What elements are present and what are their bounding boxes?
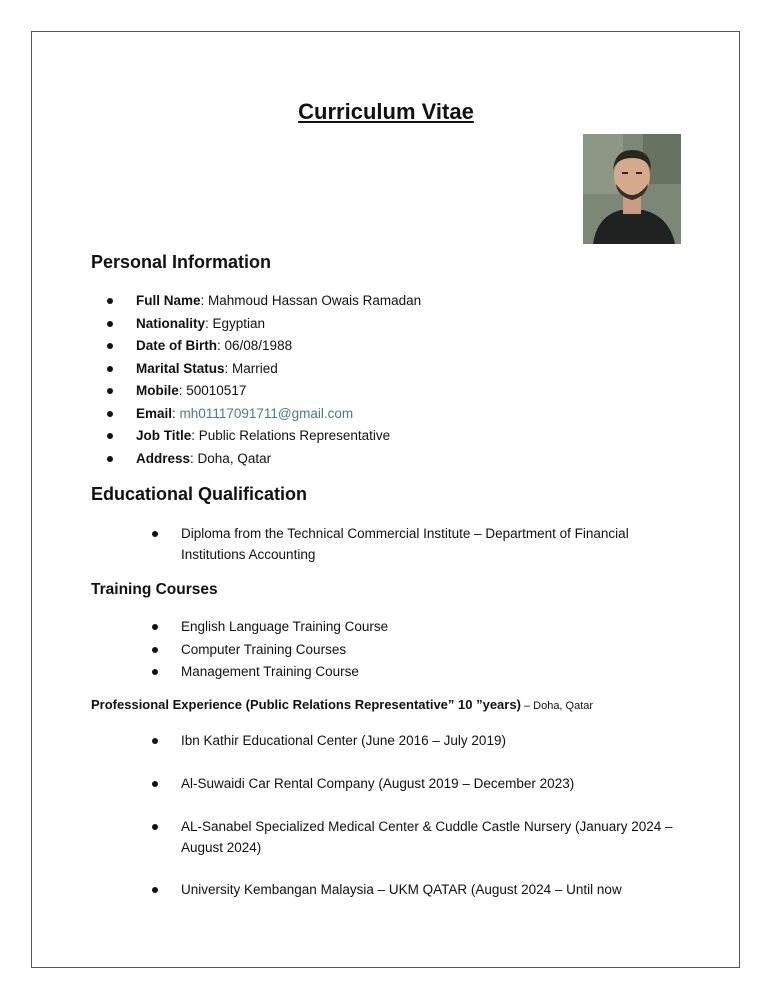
- list-item: University Kembangan Malaysia – UKM QATAR (August 2024 – Until now: [181, 879, 681, 902]
- list-item: Nationality: Egyptian: [136, 313, 421, 336]
- email-link[interactable]: mh01117091711@gmail.com: [179, 405, 354, 421]
- list-item: Date of Birth: 06/08/1988: [136, 335, 421, 358]
- list-item: Management Training Course: [181, 661, 388, 684]
- field-label: Marital Status: [136, 360, 225, 376]
- training-heading: Training Courses: [91, 581, 218, 598]
- list-item: Job Title: Public Relations Representative: [136, 425, 421, 448]
- personal-information-list: [136, 290, 421, 470]
- field-label: Nationality: [136, 315, 206, 331]
- list-item: Email: mh01117091711@gmail.com: [136, 403, 421, 426]
- experience-heading: [91, 697, 593, 712]
- list-item: Full Name: Mahmoud Hassan Owais Ramadan: [136, 290, 421, 313]
- list-item: Marital Status: Married: [136, 358, 421, 381]
- field-label: Mobile: [136, 383, 179, 398]
- experience-list: [181, 730, 681, 922]
- list-item: AL-Sanabel Specialized Medical Center & Cuddle Castle Nursery (January 2024 – August 2024): [181, 816, 681, 858]
- field-label: Date of Birth: [136, 338, 217, 353]
- list-item: English Language Training Course: [181, 616, 388, 639]
- field-label: Full Name: [136, 293, 201, 308]
- training-list: [181, 616, 388, 684]
- person-photo-icon: [583, 134, 681, 244]
- personal-information-heading: Personal Information: [91, 252, 272, 272]
- field-value: 50010517: [186, 383, 247, 398]
- profile-photo: [583, 134, 681, 244]
- list-item: Al-Suwaidi Car Rental Company (August 2019 – December 2023): [181, 773, 681, 796]
- field-value: Egyptian: [212, 315, 266, 331]
- field-value: 06/08/1988: [224, 338, 293, 353]
- experience-title: Professional Experience (Public Relations Representative” 10 ”years): [91, 697, 521, 712]
- list-item: Address: Doha, Qatar: [136, 448, 421, 471]
- field-label: Email: [136, 405, 173, 421]
- education-heading: Educational Qualification: [91, 484, 308, 504]
- list-item: Mobile: 50010517: [136, 380, 421, 403]
- page-title: Curriculum Vitae: [298, 99, 474, 124]
- education-list: [181, 523, 691, 565]
- field-value: Mahmoud Hassan Owais Ramadan: [208, 293, 422, 308]
- list-item: Ibn Kathir Educational Center (June 2016 – July 2019): [181, 730, 681, 753]
- field-label: Job Title: [136, 428, 192, 443]
- field-value: Married: [232, 360, 278, 376]
- field-value: Doha, Qatar: [197, 450, 272, 466]
- list-item: Computer Training Courses: [181, 639, 388, 662]
- experience-location: – Doha, Qatar: [520, 700, 594, 712]
- field-label: Address: [136, 450, 191, 466]
- list-item: Diploma from the Technical Commercial Institute – Department of Financial Institutions Accounting: [181, 523, 691, 565]
- field-value: Public Relations Representative: [198, 428, 391, 443]
